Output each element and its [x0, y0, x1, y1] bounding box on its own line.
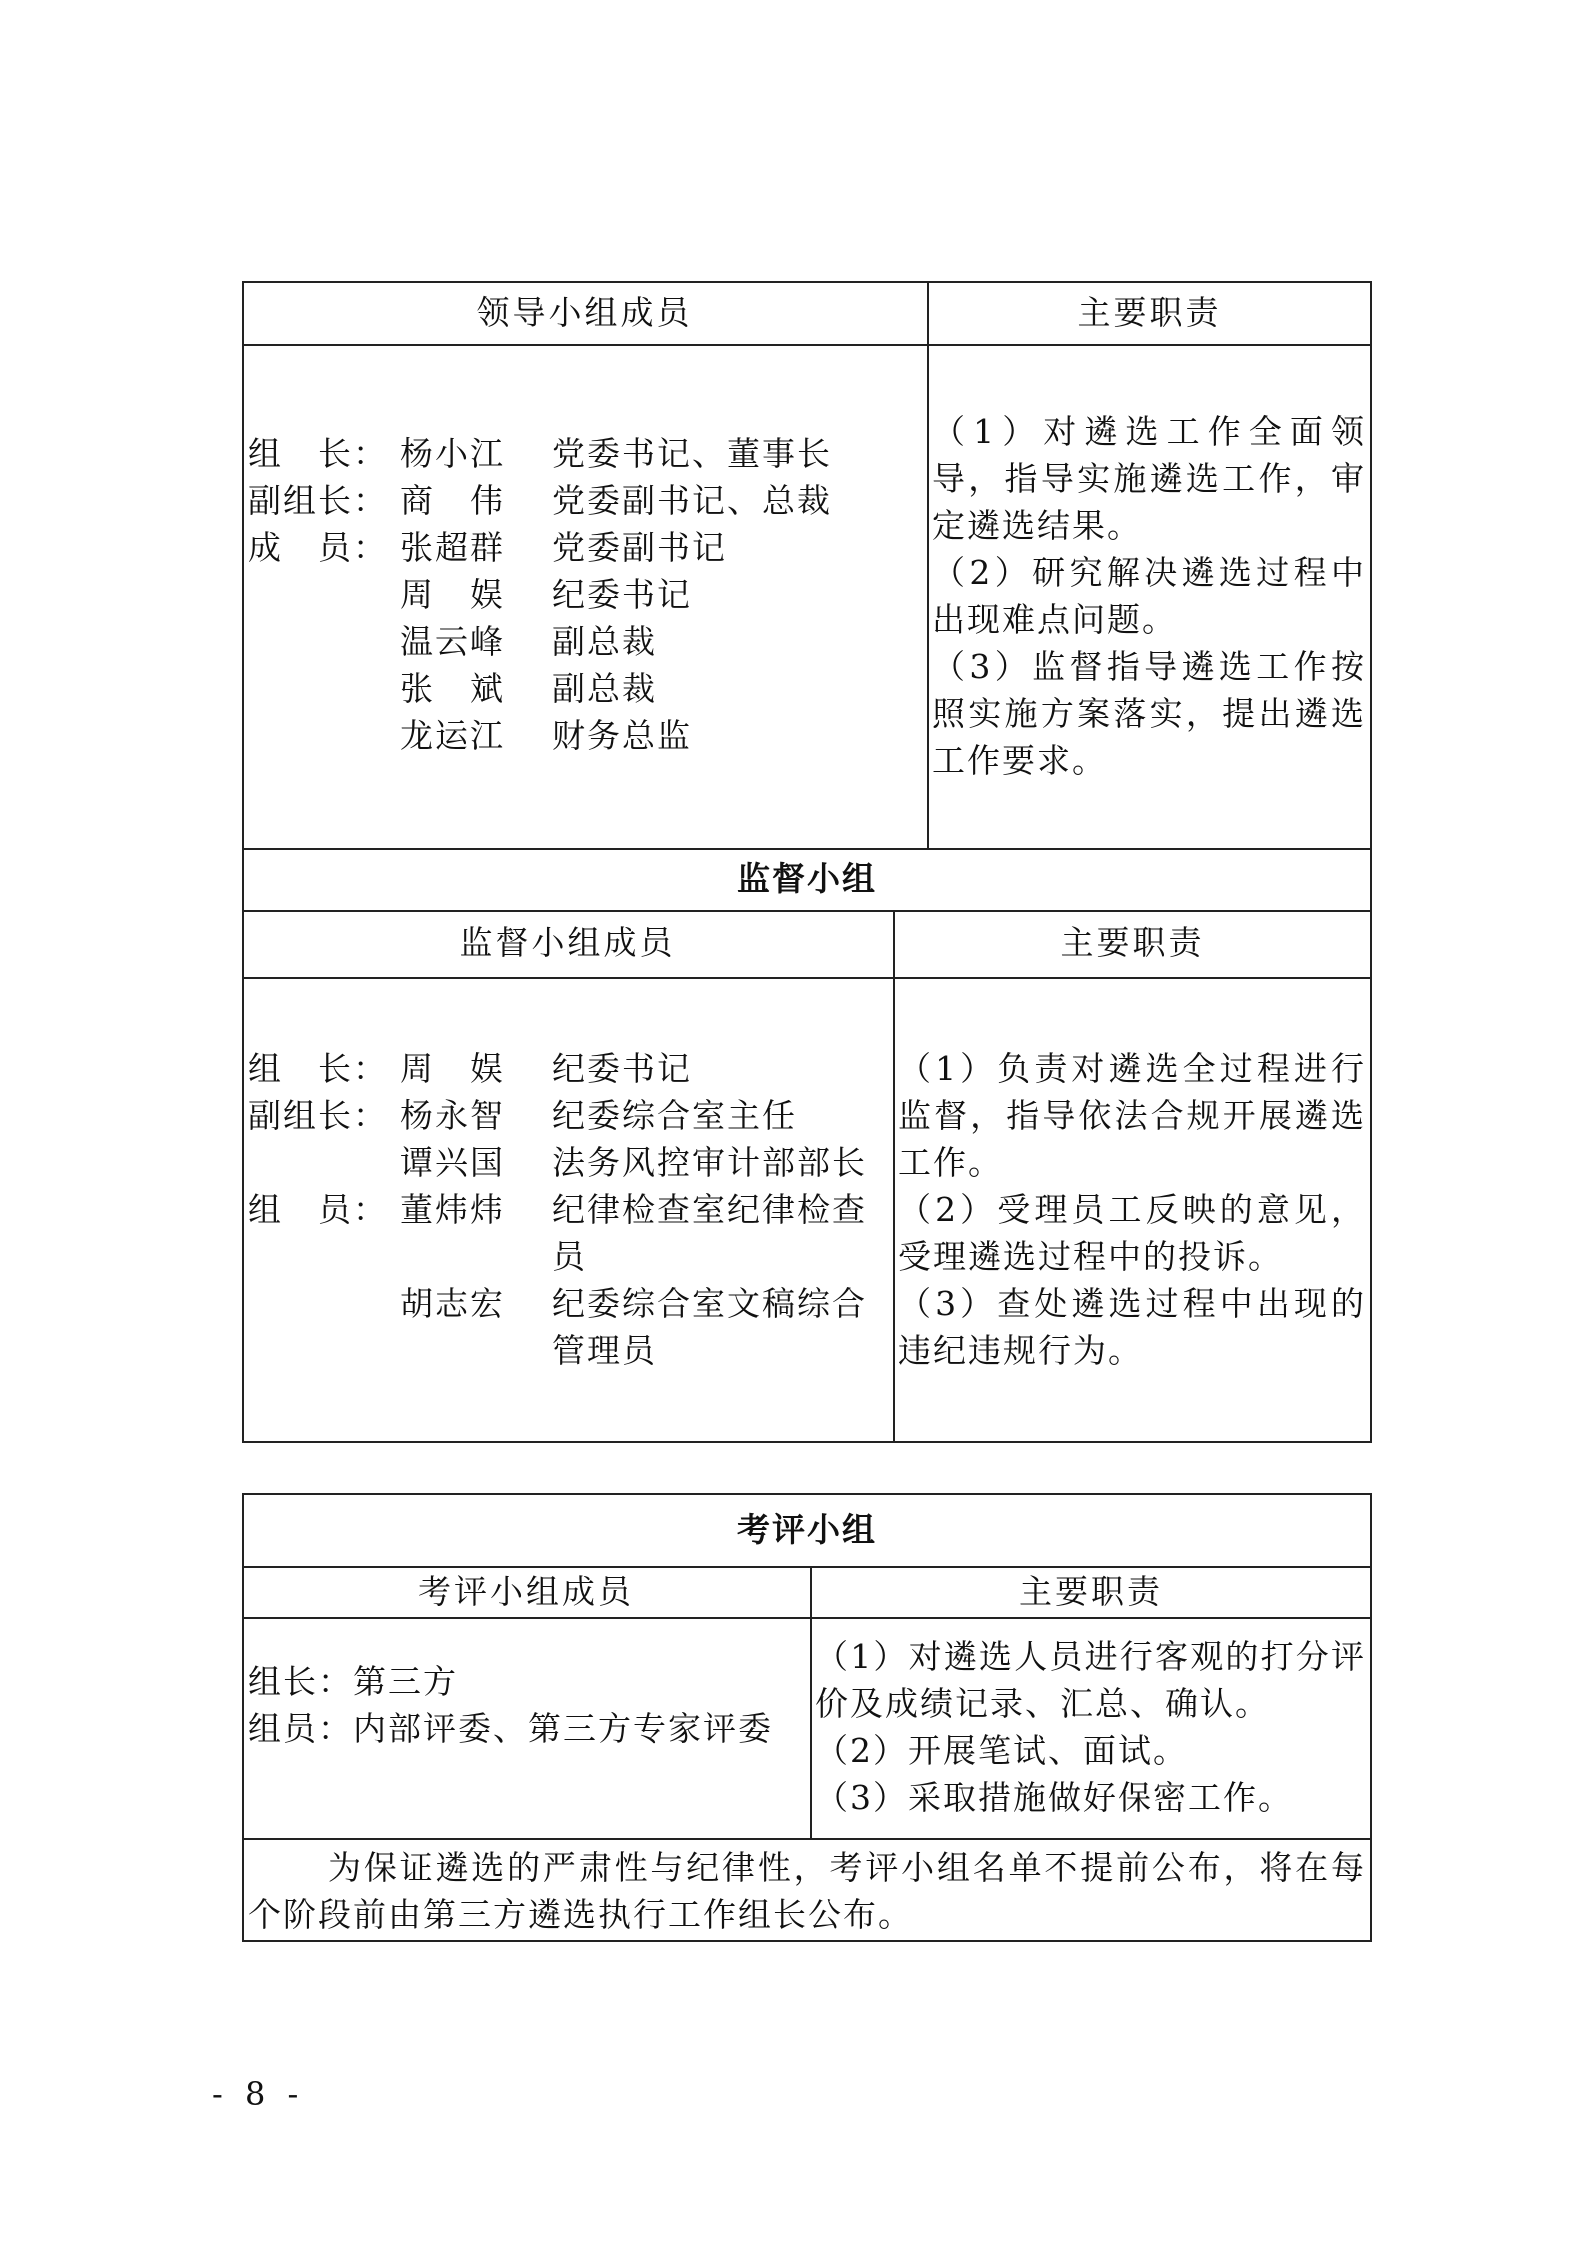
evaluation-member-row: 组长：第三方 [248, 1662, 458, 1701]
duty-item: （1）对遴选人员进行客观的打分评价及成绩记录、汇总、确认。 [815, 1637, 1366, 1723]
duty-item: （3）监督指导遴选工作按照实施方案落实，提出遴选工作要求。 [932, 647, 1366, 780]
evaluation-members-list [248, 1658, 804, 1752]
supervision-duties [898, 1045, 1366, 1374]
table-rule [242, 1617, 1372, 1619]
leadership-member-row: 副组长： 商 伟 党委副书记、总裁 [248, 481, 832, 520]
supervision-members-header: 监督小组成员 [459, 923, 676, 962]
table-rule [242, 344, 1372, 346]
leadership-duties [932, 408, 1366, 784]
leadership-member-row: 龙运江 财务总监 [400, 716, 692, 755]
page-number: - 8 - [212, 2075, 305, 2113]
evaluation-members-header: 考评小组成员 [418, 1572, 634, 1611]
duty-item: （2）开展笔试、面试。 [815, 1731, 1188, 1770]
supervision-member-row: 组 长： 周 娱 纪委书记 [248, 1049, 692, 1088]
evaluation-note: 为保证遴选的严肃性与纪律性，考评小组名单不提前公布，将在每个阶段前由第三方遴选执行工作组长公布。 [248, 1848, 1366, 1934]
supervision-member-row: 谭兴国 法务风控审计部部长 [400, 1143, 867, 1182]
leadership-member-row: 张 斌 副总裁 [400, 669, 657, 708]
table-rule [242, 1838, 1372, 1840]
duty-item: （2）受理员工反映的意见，受理遴选过程中的投诉。 [898, 1190, 1366, 1276]
leadership-member-row: 温云峰 副总裁 [400, 622, 657, 661]
supervision-group-title: 监督小组 [737, 859, 877, 898]
table-rule [242, 848, 1372, 850]
supervision-duties-header: 主要职责 [1060, 923, 1205, 962]
supervision-member-row: 副组长： 杨永智 纪委综合室主任 [248, 1096, 797, 1135]
leadership-members-list [248, 430, 918, 759]
supervision-member-row: 组 员： 董炜炜 纪律检查室纪律检查员 [248, 1190, 867, 1276]
supervision-members-list [248, 1045, 888, 1374]
leadership-member-row: 组 长： 杨小江 党委书记、董事长 [248, 434, 832, 473]
duty-item: （2）研究解决遴选过程中出现难点问题。 [932, 553, 1366, 639]
leadership-member-row: 成 员： 张超群 党委副书记 [248, 528, 727, 567]
evaluation-member-row: 组员：内部评委、第三方专家评委 [248, 1709, 773, 1748]
duty-item: （3）查处遴选过程中出现的违纪违规行为。 [898, 1284, 1366, 1370]
leadership-members-header: 领导小组成员 [476, 293, 693, 332]
table-rule [242, 1566, 1372, 1568]
table-rule [893, 910, 895, 1443]
evaluation-duties-header: 主要职责 [1019, 1572, 1163, 1611]
evaluation-group-title: 考评小组 [737, 1510, 877, 1549]
leadership-duties-header: 主要职责 [1077, 293, 1222, 332]
table-rule [242, 977, 1372, 979]
supervision-member-row: 胡志宏 纪委综合室文稿综合管理员 [400, 1284, 867, 1370]
evaluation-duties [815, 1633, 1366, 1821]
duty-item: （3）采取措施做好保密工作。 [815, 1778, 1293, 1817]
leadership-member-row: 周 娱 纪委书记 [400, 575, 692, 614]
table-rule [927, 281, 929, 849]
duty-item: （1）对遴选工作全面领导，指导实施遴选工作，审定遴选结果。 [932, 412, 1366, 545]
table-rule [242, 910, 1372, 912]
duty-item: （1）负责对遴选全过程进行监督，指导依法合规开展遴选工作。 [898, 1049, 1366, 1182]
